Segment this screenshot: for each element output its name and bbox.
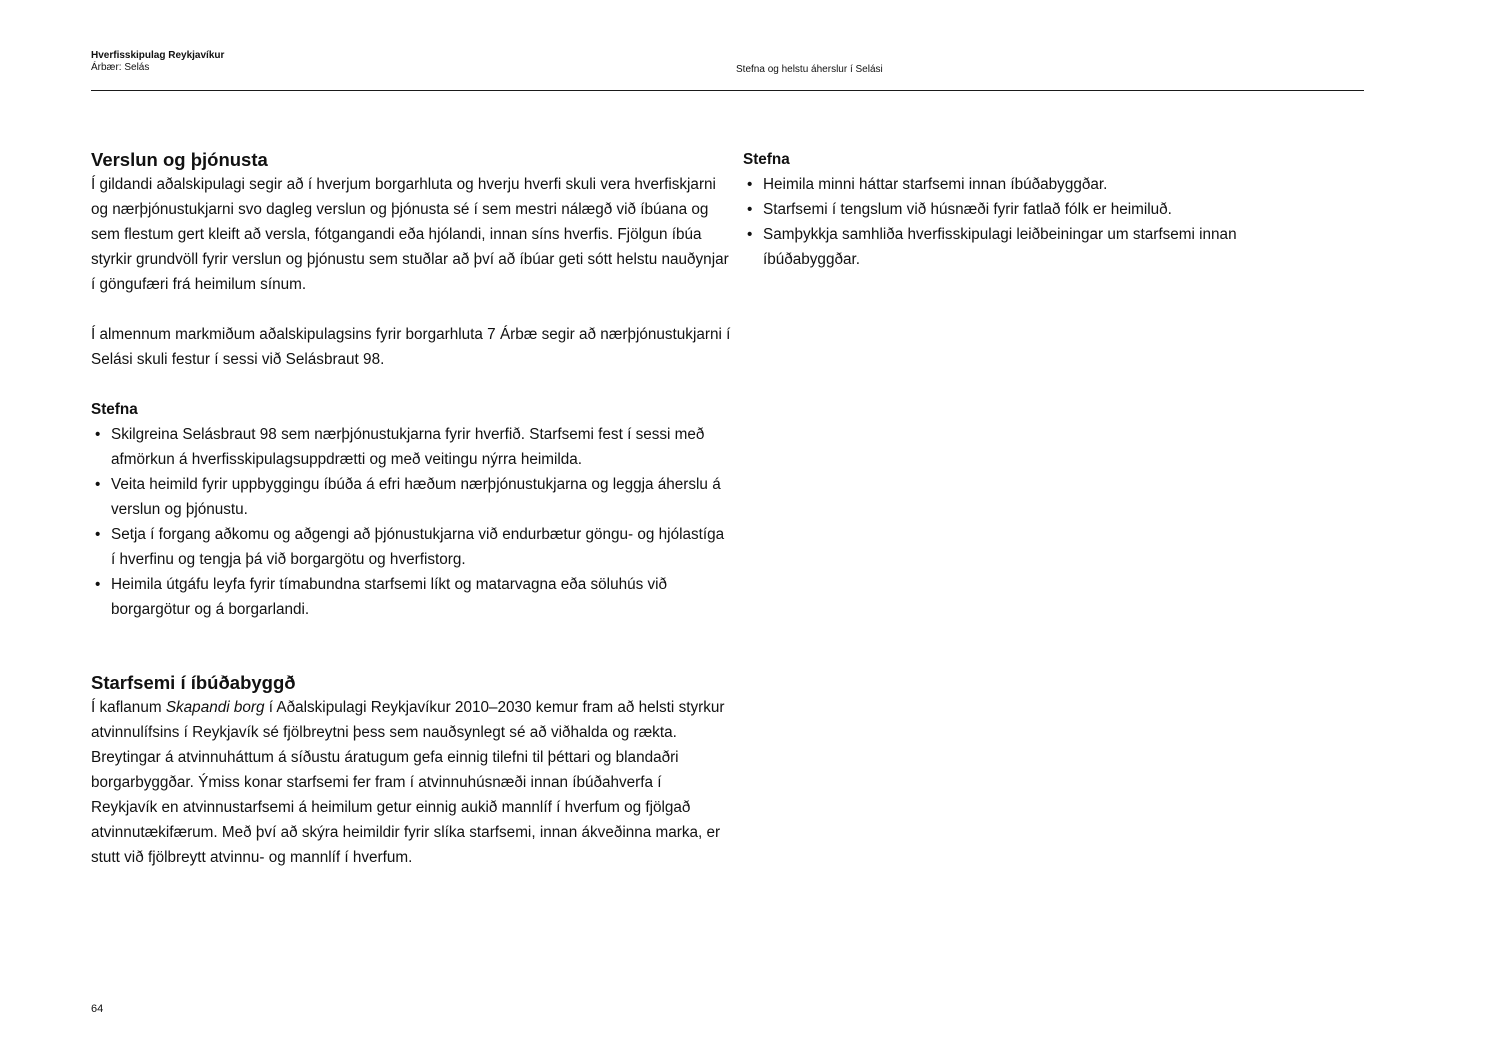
section-title: Stefna og helstu áherslur í Selási: [736, 64, 883, 75]
bullet-icon: •: [747, 201, 753, 218]
list-item: [743, 172, 1323, 197]
bullet-icon: •: [747, 176, 753, 193]
paragraph-starfsemi: [91, 695, 731, 870]
right-column: [743, 147, 1323, 272]
stefna-label: Stefna: [91, 401, 138, 418]
list-item: [743, 197, 1323, 222]
list-item-text: Skilgreina Selásbraut 98 sem nærþjónustukjarna fyrir hverfið. Starfsemi fest í sessi með afmörkun á hverfisskipulagsuppdrætti og með veitingu nýrra heimilda.: [111, 426, 705, 468]
paragraph-gap: [91, 372, 731, 397]
list-item: [743, 222, 1323, 272]
list-item-text: Heimila minni háttar starfsemi innan íbúðabyggðar.: [763, 176, 1108, 193]
paragraph-1: Í gildandi aðalskipulagi segir að í hverjum borgarhluta og hverju hverfi skuli vera hverfiskjarni og nærþjónustukjarni svo dagleg verslun og þjónusta sé í sem mestri nálægð við íbúana og sem flestum gert kleift að versla, fótgangandi eða hjólandi, innan síns hverfis. Fjölgun íbúa styrkir grundvöll fyrir verslun og þjónustu sem stuðlar að því að íbúar geti sótt helstu nauðynjar í göngufæri frá heimilum sínum.: [91, 176, 729, 293]
stefna-list-right: [743, 172, 1323, 272]
bullet-icon: •: [95, 576, 101, 593]
header-left: [91, 50, 224, 74]
list-item-text: Heimila útgáfu leyfa fyrir tímabundna starfsemi líkt og matarvagna eða söluhús við borgargötur og á borgarlandi.: [111, 576, 668, 618]
heading-starfsemi: Starfsemi í íbúðabyggð: [91, 672, 296, 693]
heading-verslun: Verslun og þjónusta: [91, 149, 268, 170]
list-item: [91, 472, 731, 522]
page-header: [91, 50, 1364, 91]
paragraph-gap: [91, 297, 731, 322]
bullet-icon: •: [95, 426, 101, 443]
list-item: [91, 522, 731, 572]
intro-before: Í kaflanum: [91, 699, 166, 716]
page-number: 64: [91, 1003, 104, 1015]
list-item: [91, 422, 731, 472]
list-item-text: Samþykkja samhliða hverfisskipulagi leiðbeiningar um starfsemi innan íbúðabyggðar.: [763, 226, 1237, 268]
stefna-list: [91, 422, 731, 622]
left-column: [91, 147, 731, 622]
list-item-text: Starfsemi í tengslum við húsnæði fyrir fatlað fólk er heimiluð.: [763, 201, 1172, 218]
document-subtitle: Árbær: Selás: [91, 62, 150, 73]
list-item: [91, 572, 731, 622]
bullet-icon: •: [95, 526, 101, 543]
list-item-text: Setja í forgang aðkomu og aðgengi að þjónustukjarna við endurbætur göngu- og hjólastíga í hverfinu og tengja þá við borgargötu og hverfistorg.: [111, 526, 725, 568]
section-starfsemi: [91, 670, 731, 870]
paragraph-2: Í almennum markmiðum aðalskipulagsins fyrir borgarhluta 7 Árbæ segir að nærþjónustukjarni í Selási skuli festur í sessi við Selásbraut 98.: [91, 326, 731, 368]
stefna-label-right: Stefna: [743, 151, 790, 168]
intro-after: í Aðalskipulagi Reykjavíkur 2010–2030 kemur fram að helsti styrkur atvinnulífsins í Reykjavík sé fjölbreytni þess sem nauðsynlegt sé að viðhalda og rækta. Breytingar á atvinnuháttum á síðustu áratugum gefa einnig tilefni til þéttari og blandaðri borgarbyggðar. Ýmiss konar starfsemi fer fram í atvinnuhúsnæði innan íbúðahverfa í Reykjavík en atvinnustarfsemi á heimilum getur einnig aukið mannlíf í hverfum og fjölgað atvinnutækifærum. Með því að skýra heimildir fyrir slíka starfsemi, innan ákveðinna marka, er stutt við fjölbreytt atvinnu- og mannlíf í hverfum.: [91, 699, 725, 866]
bullet-icon: •: [95, 476, 101, 493]
document-title: Hverfisskipulag Reykjavíkur: [91, 50, 225, 61]
intro-italic: Skapandi borg: [165, 699, 265, 716]
bullet-icon: •: [747, 226, 753, 243]
list-item-text: Veita heimild fyrir uppbyggingu íbúða á efri hæðum nærþjónustukjarna og leggja áherslu á verslun og þjónustu.: [111, 476, 721, 518]
